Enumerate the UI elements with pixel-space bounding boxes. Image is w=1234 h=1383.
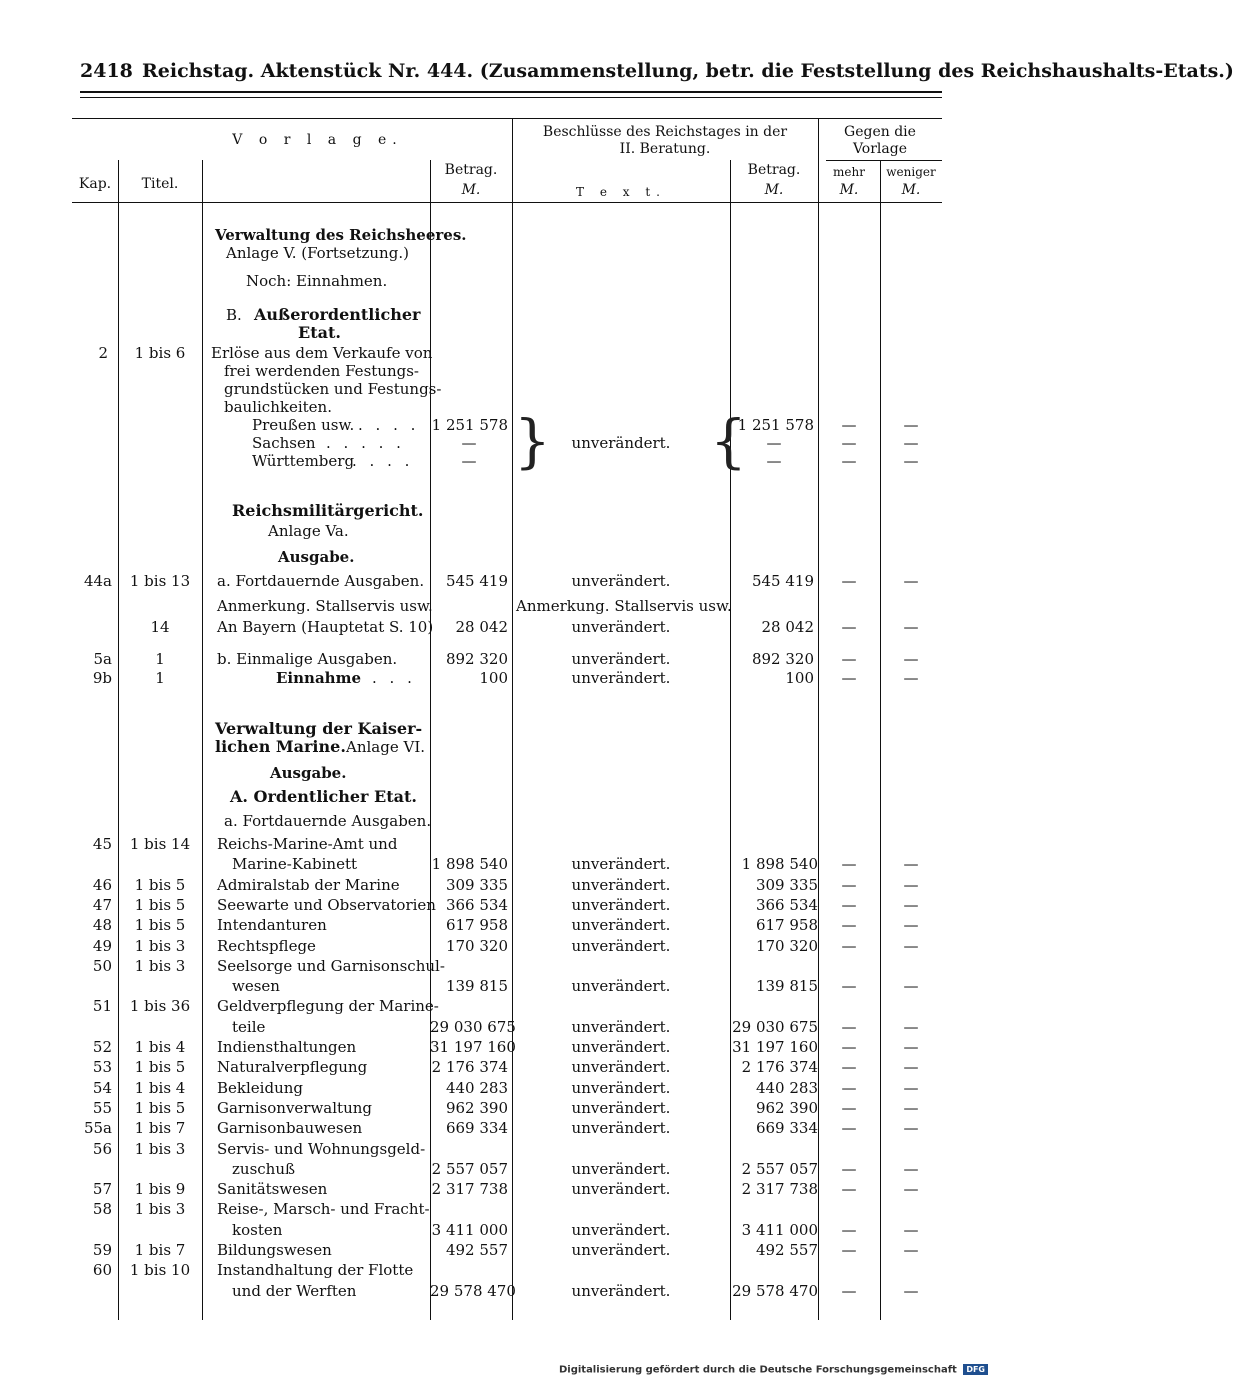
mehr-44a: —: [841, 572, 857, 590]
betrag-9b: 100: [479, 669, 508, 687]
titel-range: 1 bis 5: [134, 875, 186, 894]
beschluss-text: unverändert.: [571, 875, 671, 894]
titel-range: 1 bis 3: [134, 936, 186, 955]
text-einmalige: b. Einmalige Ausgaben.: [217, 650, 398, 668]
erloese-line3: grundstücken und Festungs-: [224, 380, 442, 398]
position-label: Servis- und Wohnungsgeld-: [217, 1139, 426, 1158]
kap-number: 51: [92, 997, 112, 1016]
weniger-value: —: [903, 1078, 919, 1097]
titel-1-bis-6: 1 bis 6: [134, 344, 186, 362]
weniger-value: —: [903, 1038, 919, 1056]
text-an-bayern: An Bayern (Hauptetat S. 10): [217, 618, 434, 636]
col-text-betrag-divider: [430, 160, 431, 1320]
kap-number: 50: [92, 956, 112, 975]
section-b-label: B.: [226, 306, 242, 324]
dot-leader: . . . .: [352, 452, 414, 470]
betrag2-44a: 545 419: [751, 572, 814, 590]
header-beschluesse-line1: Beschlüsse des Reichstages in der: [542, 124, 788, 140]
betrag2-value: 669 334: [755, 1119, 818, 1138]
header-weniger-unit: M.: [901, 182, 921, 198]
mehr-preussen: —: [841, 416, 857, 434]
brace-left: {: [710, 407, 747, 475]
position-label: Reise-, Marsch- und Fracht-: [217, 1200, 430, 1219]
titel-1-bis-13: 1 bis 13: [129, 572, 191, 590]
header-betrag2-unit: M.: [764, 182, 784, 198]
titel-range: 1 bis 3: [134, 956, 186, 975]
mehr-sachsen: —: [841, 434, 857, 452]
titel-range: 1 bis 7: [134, 1119, 186, 1138]
kap-number: 53: [92, 1058, 112, 1077]
header-kap: Kap.: [78, 176, 112, 192]
position-label: Rechtspflege: [217, 936, 316, 955]
header-weniger: weniger: [886, 165, 936, 179]
beschluss-text: unverändert.: [571, 1119, 671, 1138]
titel-range: 1 bis 36: [129, 997, 191, 1016]
titel-range: 1 bis 5: [134, 1098, 186, 1117]
text-anmerkung: Anmerkung. Stallservis usw.: [217, 597, 433, 615]
kap-number: 48: [92, 916, 112, 935]
betrag2-value: 366 534: [755, 895, 818, 914]
weniger-value: —: [903, 1017, 919, 1036]
mehr-value: —: [841, 916, 857, 935]
header-vorlage: V o r l a g e.: [232, 132, 403, 148]
position-label: Garnisonbauwesen: [217, 1119, 363, 1138]
titel-range: 1 bis 7: [134, 1241, 186, 1259]
mehr-value: —: [841, 1241, 857, 1259]
header-text: T e x t.: [576, 185, 666, 199]
betrag-value: 31 197 160: [430, 1038, 516, 1056]
titel-range: 1 bis 10: [129, 1261, 191, 1280]
erloese-line4: baulichkeiten.: [224, 398, 332, 416]
header-gegen-line1: Gegen die: [844, 124, 916, 140]
beschluss-text: unverändert.: [571, 1220, 671, 1239]
position-label: Geldverpflegung der Marine-: [217, 997, 439, 1016]
betrag2-value: 309 335: [755, 875, 818, 894]
section-a-etat: A. Ordentlicher Etat.: [230, 787, 417, 806]
beschluss-anmerkung: Anmerkung. Stallservis usw.: [516, 597, 732, 615]
betrag2-sachsen: —: [766, 434, 782, 452]
kap-number: 58: [92, 1200, 112, 1219]
mehr-wuerttemberg: —: [841, 452, 857, 470]
betrag-value: 2 176 374: [431, 1058, 508, 1077]
position-label-continued: zuschuß: [232, 1159, 296, 1178]
mehr-value: —: [841, 875, 857, 894]
betrag-value: 3 411 000: [431, 1220, 508, 1239]
weniger-value: —: [903, 977, 919, 996]
kap-number: 57: [92, 1180, 112, 1199]
betrag2-value: 3 411 000: [741, 1220, 818, 1239]
position-label: Bildungswesen: [217, 1241, 332, 1259]
betrag2-value: 962 390: [755, 1098, 818, 1117]
weniger-9b: —: [903, 669, 919, 687]
beschluss-text: unverändert.: [571, 895, 671, 914]
titel-range: 1 bis 4: [134, 1078, 186, 1097]
position-label: Seelsorge und Garnisonschul-: [217, 956, 445, 975]
beschluss-text: unverändert.: [571, 1038, 671, 1056]
position-label-continued: kosten: [232, 1220, 283, 1239]
section-a-fortdauernde: a. Fortdauernde Ausgaben.: [224, 812, 432, 830]
betrag-value: 309 335: [445, 875, 508, 894]
betrag-value: 2 557 057: [431, 1159, 508, 1178]
mehr-value: —: [841, 1038, 857, 1056]
betrag2-5a: 892 320: [751, 650, 814, 668]
betrag-value: 440 283: [445, 1078, 508, 1097]
titel-range: 1 bis 3: [134, 1139, 186, 1158]
titel-range: 1 bis 3: [134, 1200, 186, 1219]
col-text2-betrag2-divider: [730, 160, 731, 1320]
position-label: Naturalverpflegung: [217, 1058, 368, 1077]
position-label: Reichs-Marine-Amt und: [217, 835, 398, 853]
betrag-value: 170 320: [445, 936, 508, 955]
titel-range: 1 bis 4: [134, 1038, 186, 1056]
col-mehr-weniger-divider: [880, 160, 881, 1320]
betrag2-value: 170 320: [755, 936, 818, 955]
section-heer-title: Verwaltung des Reichsheeres.: [215, 226, 467, 244]
beschluss-text: unverändert.: [571, 1180, 671, 1199]
mehr-value: —: [841, 1281, 857, 1300]
weniger-preussen: —: [903, 416, 919, 434]
betrag-sachsen: —: [461, 434, 477, 452]
weniger-value: —: [903, 1281, 919, 1300]
kap-44a: 44a: [83, 572, 112, 590]
betrag2-value: 29 578 470: [732, 1281, 818, 1300]
position-label: Instandhaltung der Flotte: [217, 1261, 414, 1280]
beschluss-text: unverändert.: [571, 1281, 671, 1300]
betrag-value: 366 534: [445, 895, 508, 914]
section-marine-anlage: Anlage VI.: [346, 738, 426, 756]
titel-range: 1 bis 5: [134, 1058, 186, 1077]
footer-credit: [559, 1364, 988, 1376]
betrag2-value: 492 557: [755, 1241, 818, 1259]
erloese-line1: Erlöse aus dem Verkaufe von: [211, 344, 433, 362]
position-label: Indiensthaltungen: [217, 1038, 357, 1056]
mehr-value: —: [841, 1017, 857, 1036]
mehr-value: —: [841, 1220, 857, 1239]
weniger-value: —: [903, 916, 919, 935]
mehr-5a: —: [841, 650, 857, 668]
beschluss-44a: unverändert.: [571, 572, 671, 590]
betrag-value: 2 317 738: [431, 1180, 508, 1199]
betrag-value: 492 557: [445, 1241, 508, 1259]
betrag-value: 1 898 540: [431, 855, 508, 874]
beschluss-bayern: unverändert.: [571, 618, 671, 636]
dot-leader: . . . .: [358, 416, 420, 434]
betrag2-value: 440 283: [755, 1078, 818, 1097]
position-label: Seewarte und Observatorien: [217, 895, 436, 914]
position-label: Sanitätswesen: [217, 1180, 328, 1199]
header-mehr: mehr: [833, 165, 865, 179]
mehr-value: —: [841, 1119, 857, 1138]
betrag2-value: 2 557 057: [741, 1159, 818, 1178]
betrag-value: 29 030 675: [430, 1017, 516, 1036]
weniger-value: —: [903, 1119, 919, 1138]
header-rule-thin: [80, 97, 942, 98]
section-noch: Noch: Einnahmen.: [246, 272, 388, 290]
beschluss-text: unverändert.: [571, 936, 671, 955]
col-titel-text-divider: [202, 160, 203, 1320]
header-betrag-unit: M.: [461, 182, 481, 198]
mehr-value: —: [841, 1180, 857, 1199]
kap-number: 55: [92, 1098, 112, 1117]
header-beschluesse-line2: II. Beratung.: [619, 141, 711, 157]
dot-leader: . . . . .: [326, 434, 405, 452]
position-label: Admiralstab der Marine: [217, 875, 400, 894]
header-betrag2: Betrag.: [747, 162, 801, 178]
betrag2-bayern: 28 042: [761, 618, 814, 636]
beschluss-text: unverändert.: [571, 1078, 671, 1097]
section-heer-anlage: Anlage V. (Fortsetzung.): [226, 244, 409, 262]
table-top-rule: [72, 118, 942, 119]
kap-number: 46: [92, 875, 112, 894]
section-militaer-anlage: Anlage Va.: [268, 522, 349, 540]
titel-14: 14: [150, 618, 170, 636]
weniger-value: —: [903, 1058, 919, 1077]
kap-number: 47: [92, 895, 112, 914]
position-label-continued: teile: [232, 1017, 266, 1036]
kap-2: 2: [98, 344, 108, 362]
beschluss-text: unverändert.: [571, 1241, 671, 1259]
position-label: Bekleidung: [217, 1078, 303, 1097]
dot-leader: . . .: [372, 669, 416, 687]
weniger-value: —: [903, 936, 919, 955]
kap-number: 59: [92, 1241, 112, 1259]
page-number: 2418: [80, 60, 133, 82]
position-label-continued: und der Werften: [232, 1281, 357, 1300]
state-sachsen: Sachsen: [252, 434, 316, 452]
state-preussen: Preußen usw.: [252, 416, 355, 434]
kap-5a: 5a: [93, 650, 112, 668]
titel-range: 1 bis 14: [129, 835, 191, 853]
col-vorlage-beschluss-divider: [512, 118, 513, 1320]
titel-range: 1 bis 9: [134, 1180, 186, 1199]
betrag2-value: 1 898 540: [741, 855, 818, 874]
titel-range: 1 bis 5: [134, 895, 186, 914]
beschluss-text: unverändert.: [571, 1017, 671, 1036]
betrag-5a: 892 320: [445, 650, 508, 668]
beschluss-5a: unverändert.: [571, 650, 671, 668]
beschluss-states: unverändert.: [571, 434, 671, 452]
beschluss-text: unverändert.: [571, 977, 671, 996]
betrag2-value: 2 176 374: [741, 1058, 818, 1077]
erloese-line2: frei werdenden Festungs-: [224, 362, 419, 380]
weniger-bayern: —: [903, 618, 919, 636]
betrag2-value: 29 030 675: [732, 1017, 818, 1036]
mehr-value: —: [841, 855, 857, 874]
weniger-value: —: [903, 1098, 919, 1117]
header-titel: Titel.: [141, 176, 179, 192]
brace-right: }: [514, 407, 551, 475]
section-ausgabe-2: Ausgabe.: [270, 764, 347, 782]
mehr-value: —: [841, 1058, 857, 1077]
betrag2-value: 2 317 738: [741, 1180, 818, 1199]
dfg-logo: DFG: [963, 1364, 988, 1375]
weniger-value: —: [903, 1241, 919, 1259]
betrag2-value: 139 815: [755, 977, 818, 996]
section-b-title-line2: Etat.: [298, 323, 341, 342]
beschluss-9b: unverändert.: [571, 669, 671, 687]
betrag-value: 962 390: [445, 1098, 508, 1117]
header-mehr-unit: M.: [839, 182, 859, 198]
kap-number: 45: [92, 835, 112, 853]
position-label-continued: wesen: [232, 977, 280, 996]
kap-number: 60: [92, 1261, 112, 1280]
text-fortdauernde: a. Fortdauernde Ausgaben.: [217, 572, 425, 590]
beschluss-text: unverändert.: [571, 1098, 671, 1117]
betrag2-value: 617 958: [755, 916, 818, 935]
betrag2-value: 31 197 160: [732, 1038, 818, 1056]
beschluss-text: unverändert.: [571, 1058, 671, 1077]
weniger-wuerttemberg: —: [903, 452, 919, 470]
section-ausgabe-1: Ausgabe.: [278, 548, 355, 566]
mehr-value: —: [841, 1078, 857, 1097]
betrag2-9b: 100: [785, 669, 814, 687]
header-betrag: Betrag.: [444, 162, 498, 178]
kap-number: 49: [92, 936, 112, 955]
betrag-preussen: 1 251 578: [431, 416, 508, 434]
header-rule-thick: [80, 91, 942, 93]
section-marine-title-line2: lichen Marine.: [215, 737, 346, 756]
weniger-5a: —: [903, 650, 919, 668]
beschluss-text: unverändert.: [571, 855, 671, 874]
mehr-9b: —: [841, 669, 857, 687]
weniger-value: —: [903, 1159, 919, 1178]
weniger-value: —: [903, 895, 919, 914]
weniger-value: —: [903, 855, 919, 874]
betrag-44a: 545 419: [445, 572, 508, 590]
betrag2-wuerttemberg: —: [766, 452, 782, 470]
running-head-title: Reichstag. Aktenstück Nr. 444. (Zusammenstellung, betr. die Feststellung des Reichshaushalts-Etats.): [142, 60, 1234, 82]
titel-1-9b: 1: [155, 669, 165, 687]
running-head: [80, 60, 1234, 90]
section-b-title-line1: Außerordentlicher: [254, 305, 421, 324]
kap-number: 52: [92, 1038, 112, 1056]
weniger-value: —: [903, 1180, 919, 1199]
gegen-subheader-rule: [826, 160, 942, 161]
kap-number: 54: [92, 1078, 112, 1097]
betrag-value: 617 958: [445, 916, 508, 935]
state-wuerttemberg: Württemberg: [252, 452, 355, 470]
titel-range: 1 bis 5: [134, 916, 186, 935]
betrag-value: 29 578 470: [430, 1281, 516, 1300]
weniger-sachsen: —: [903, 434, 919, 452]
mehr-value: —: [841, 936, 857, 955]
betrag-value: 669 334: [445, 1119, 508, 1138]
footer-text: Digitalisierung gefördert durch die Deutsche Forschungsgemeinschaft: [558, 1364, 957, 1376]
betrag-bayern: 28 042: [455, 618, 508, 636]
betrag-value: 139 815: [445, 977, 508, 996]
section-marine-title-line1: Verwaltung der Kaiser-: [215, 719, 423, 738]
position-label: Intendanturen: [217, 916, 327, 935]
mehr-value: —: [841, 895, 857, 914]
mehr-value: —: [841, 1098, 857, 1117]
weniger-value: —: [903, 875, 919, 894]
beschluss-text: unverändert.: [571, 916, 671, 935]
position-label-continued: Marine-Kabinett: [232, 855, 358, 874]
kap-9b: 9b: [92, 669, 112, 687]
kap-number: 56: [92, 1139, 112, 1158]
position-label: Garnisonverwaltung: [217, 1098, 372, 1117]
weniger-44a: —: [903, 572, 919, 590]
header-gegen-line2: Vorlage: [852, 141, 908, 157]
col-beschluss-gegen-divider: [818, 118, 819, 1320]
kap-number: 55a: [83, 1119, 112, 1138]
titel-1-5a: 1: [155, 650, 165, 668]
mehr-value: —: [841, 1159, 857, 1178]
betrag-wuerttemberg: —: [461, 452, 477, 470]
section-militaer-title: Reichsmilitärgericht.: [232, 501, 424, 520]
betrag2-preussen: 1 251 578: [737, 416, 814, 434]
mehr-value: —: [841, 977, 857, 996]
beschluss-text: unverändert.: [571, 1159, 671, 1178]
text-einnahme: Einnahme: [276, 669, 361, 687]
mehr-bayern: —: [841, 618, 857, 636]
weniger-value: —: [903, 1220, 919, 1239]
